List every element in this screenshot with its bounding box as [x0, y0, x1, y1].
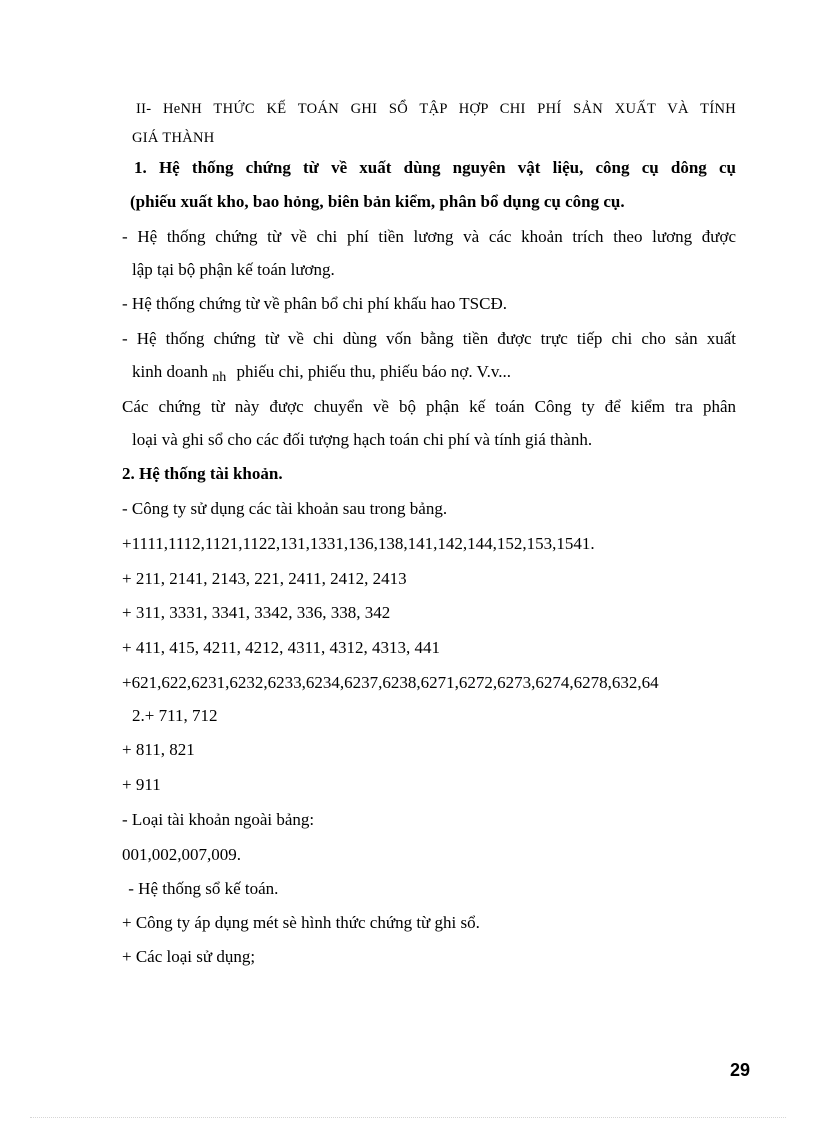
accounts-group5-line2: 2.+ 711, 712 [132, 706, 218, 725]
bullet1-line1: - Hệ thống chứng từ về chi phí tiền lương và các khoản trích theo lương được [122, 227, 736, 246]
bullet3-line2-start: kinh doanh [132, 362, 209, 381]
bullet2: - Hệ thống chứng từ về phân bổ chi phí khấu hao TSCĐ. [122, 294, 507, 313]
accounts-group7: + 911 [122, 775, 161, 794]
bullet1-line2: lập tại bộ phận kế toán lương. [132, 260, 335, 279]
page-number: 29 [730, 1060, 751, 1080]
ledger-form: + Công ty áp dụng mét sè hình thức chứng từ ghi sổ. [122, 913, 480, 932]
item1-title-line2: (phiếu xuất kho, bao hỏng, biên bản kiểm, phân bổ dụng cụ công cụ. [130, 192, 625, 211]
section-heading-line2: GIÁ THÀNH [132, 130, 215, 146]
offbalance-label: - Loại tài khoản ngoài bảng: [122, 810, 315, 829]
paragraph-line1: Các chứng từ này được chuyển về bộ phận kế toán Công ty để kiểm tra phân [122, 397, 736, 416]
accounts-group4: + 411, 415, 4211, 4212, 4311, 4312, 4313, 441 [122, 638, 440, 657]
accounts-group1: +1111,1112,1121,1122,131,1331,136,138,141,142,144,152,153,1541. [122, 534, 595, 553]
item1-title-line1: 1. Hệ thống chứng từ về xuất dùng nguyên vật liệu, công cụ dông cụ [134, 158, 736, 177]
bullet3-line2-sub: nh [212, 370, 227, 385]
accounts-group2: + 211, 2141, 2143, 221, 2411, 2412, 2413 [122, 569, 407, 588]
accounts-group6: + 811, 821 [122, 740, 195, 759]
bullet3-line2-end: phiếu chi, phiếu thu, phiếu báo nợ. V.v... [236, 362, 512, 381]
bullet3-line1: - Hệ thống chứng từ về chi dùng vốn bằng tiền được trực tiếp chi cho sản xuất [122, 329, 736, 348]
offbalance-values: 001,002,007,009. [122, 845, 241, 864]
ledger-label: - Hệ thống sổ kế toán. [124, 879, 279, 898]
paragraph-line2: loại và ghi sổ cho các đối tượng hạch toán chi phí và tính giá thành. [132, 430, 593, 449]
accounts-intro: - Công ty sử dụng các tài khoản sau trong bảng. [122, 499, 448, 518]
accounts-group3: + 311, 3331, 3341, 3342, 336, 338, 342 [122, 603, 391, 622]
bullet3-line2 [132, 361, 511, 385]
ledger-types: + Các loại sử dụng; [122, 947, 256, 966]
item2-title: 2. Hệ thống tài khoản. [122, 464, 283, 483]
bottom-divider [30, 1117, 786, 1118]
accounts-group5-line1: +621,622,6231,6232,6233,6234,6237,6238,6271,6272,6273,6274,6278,632,64 [122, 673, 659, 692]
section-heading-line1: II- HeNH THỨC KẾ TOÁN GHI SỔ TẬP HỢP CHI PHÍ SẢN XUẤT VÀ TÍNH [136, 101, 736, 117]
